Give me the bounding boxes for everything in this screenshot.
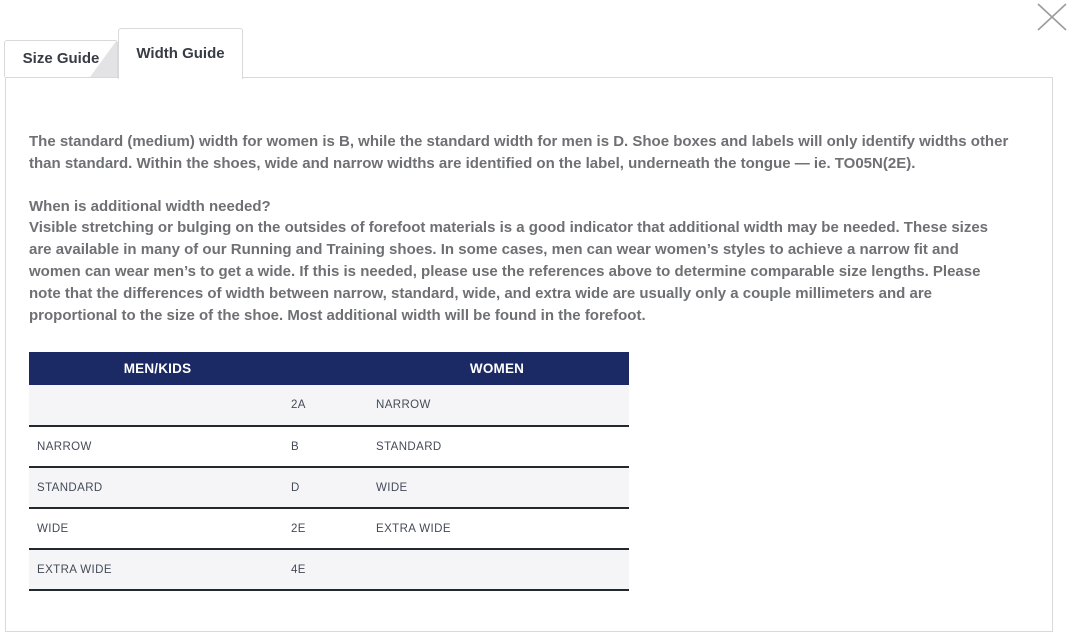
close-button[interactable] (1035, 1, 1069, 33)
width-comparison-table (29, 352, 629, 591)
cell-men: EXTRA WIDE (29, 549, 286, 590)
cell-women: NARROW (365, 385, 629, 426)
tab-width-guide[interactable] (118, 28, 243, 79)
header-code (286, 352, 365, 385)
cell-men (29, 385, 286, 426)
table-row (29, 385, 629, 426)
cell-women: WIDE (365, 467, 629, 508)
table-row (29, 508, 629, 549)
cell-women (365, 549, 629, 590)
cell-code: 4E (286, 549, 365, 590)
cell-men: WIDE (29, 508, 286, 549)
intro-paragraph: The standard (medium) width for women is B, while the standard width for men is D. Shoe boxes and labels will only identify widths other than standard. Within the shoes, wide and narrow widths are identified on the label, underneath the tongue — ie. TO05N(2E). (29, 133, 1009, 172)
width-guide-panel (5, 77, 1053, 632)
cell-men: NARROW (29, 426, 286, 467)
tab-size-guide[interactable] (4, 40, 118, 77)
cell-code: B (286, 426, 365, 467)
tab-width-guide-label: Width Guide (136, 45, 225, 62)
table-header-row (29, 352, 629, 385)
tab-size-guide-label: Size Guide (22, 50, 100, 67)
cell-code: 2E (286, 508, 365, 549)
table-row (29, 426, 629, 467)
additional-width-paragraph: Visible stretching or bulging on the outsides of forefoot materials is a good indicator that additional width may be needed. These sizes are available in many of our Running and Training shoes. In some cases, men can wear women’s styles to achieve a narrow fit and women can wear men’s to get a wide. If this is needed, please use the references above to determine comparable size lengths. Please note that the differences of width between narrow, standard, wide, and extra wide are usually only a couple millimeters and are proportional to the size of the shoe. Most additional width will be found in the forefoot. (29, 219, 989, 324)
cell-women: STANDARD (365, 426, 629, 467)
table-row (29, 467, 629, 508)
cell-men: STANDARD (29, 467, 286, 508)
header-women: WOMEN (365, 352, 629, 385)
table-row (29, 549, 629, 590)
close-icon (1035, 1, 1069, 33)
cell-women: EXTRA WIDE (365, 508, 629, 549)
additional-width-question: When is additional width needed? (29, 197, 271, 215)
additional-width-section (29, 196, 1012, 327)
header-men-kids: MEN/KIDS (29, 352, 286, 385)
cell-code: D (286, 467, 365, 508)
cell-code: 2A (286, 385, 365, 426)
